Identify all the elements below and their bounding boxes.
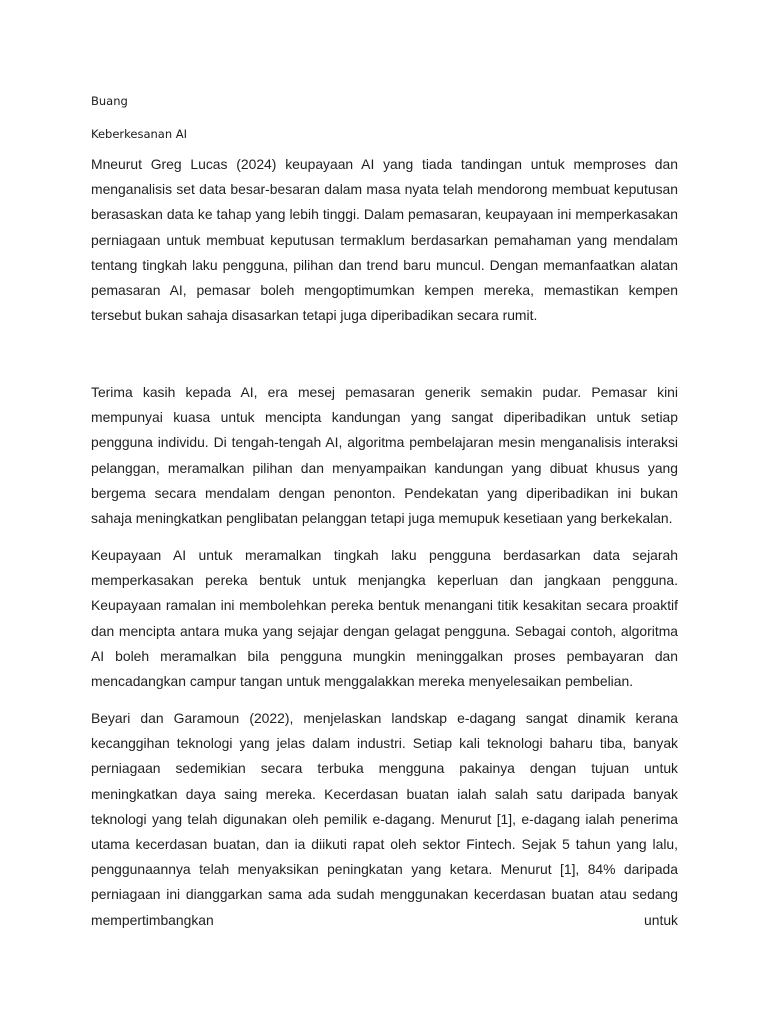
paragraph-4: Beyari dan Garamoun (2022), menjelaskan landskap e-dagang sangat dinamik kerana kecanggihan teknologi yang jelas dalam industri. Setiap kali teknologi baharu tiba, banyak perniagaan sedemikian secara terbuka mengguna pakainya dengan tujuan untuk meningkatkan daya saing mereka. Kecerdasan buatan ialah salah satu daripada banyak teknologi yang telah digunakan oleh pemilik e-dagang. Menurut [1], e-dagang ialah penerima utama kecerdasan buatan, dan ia diikuti rapat oleh sektor Fintech. Sejak 5 tahun yang lalu, penggunaannya telah menyaksikan peningkatan yang ketara. Menurut [1], 84% daripada perniagaan ini dianggarkan sama ada sudah menggunakan kecerdasan buatan atau sedang mempertimbangkan untuk [91,710,678,928]
heading-buang: Buang [91,94,128,108]
paragraph-3: Keupayaan AI untuk meramalkan tingkah laku pengguna berdasarkan data sejarah memperkasakan pereka bentuk untuk menjangka keperluan dan jangkaan pengguna. Keupayaan ramalan ini membolehkan pereka bentuk menangani titik kesakitan secara proaktif dan mencipta antara muka yang sejajar dengan gelagat pengguna. Sebagai contoh, algoritma AI boleh meramalkan bila pengguna mungkin meninggalkan proses pembayaran dan mencadangkan campur tangan untuk menggalakkan mereka menyelesaikan pembelian. [91,547,678,690]
paragraph-2: Terima kasih kepada AI, era mesej pemasaran generik semakin pudar. Pemasar kini mempunyai kuasa untuk mencipta kandungan yang sangat diperibadikan untuk setiap pengguna individu. Di tengah-tengah AI, algoritma pembelajaran mesin menganalisis interaksi pelanggan, meramalkan pilihan dan menyampaikan kandungan yang dibuat khusus yang bergema secara mendalam dengan penonton. Pendekatan yang diperibadikan ini bukan sahaja meningkatkan penglibatan pelanggan tetapi juga memupuk kesetiaan yang berkekalan. [91,384,678,527]
heading-keberkesanan-ai: Keberkesanan AI [91,127,188,141]
paragraph-1: Mneurut Greg Lucas (2024) keupayaan AI yang tiada tandingan untuk memproses dan menganalisis set data besar-besaran dalam masa nyata telah mendorong membuat keputusan berasaskan data ke tahap yang lebih tinggi. Dalam pemasaran, keupayaan ini memperkasakan perniagaan untuk membuat keputusan termaklum berdasarkan pemahaman yang mendalam tentang tingkah laku pengguna, pilihan dan trend baru muncul. Dengan memanfaatkan alatan pemasaran AI, pemasar boleh mengoptimumkan kempen mereka, memastikan kempen tersebut bukan sahaja disasarkan tetapi juga diperibadikan secara rumit. [91,156,678,324]
